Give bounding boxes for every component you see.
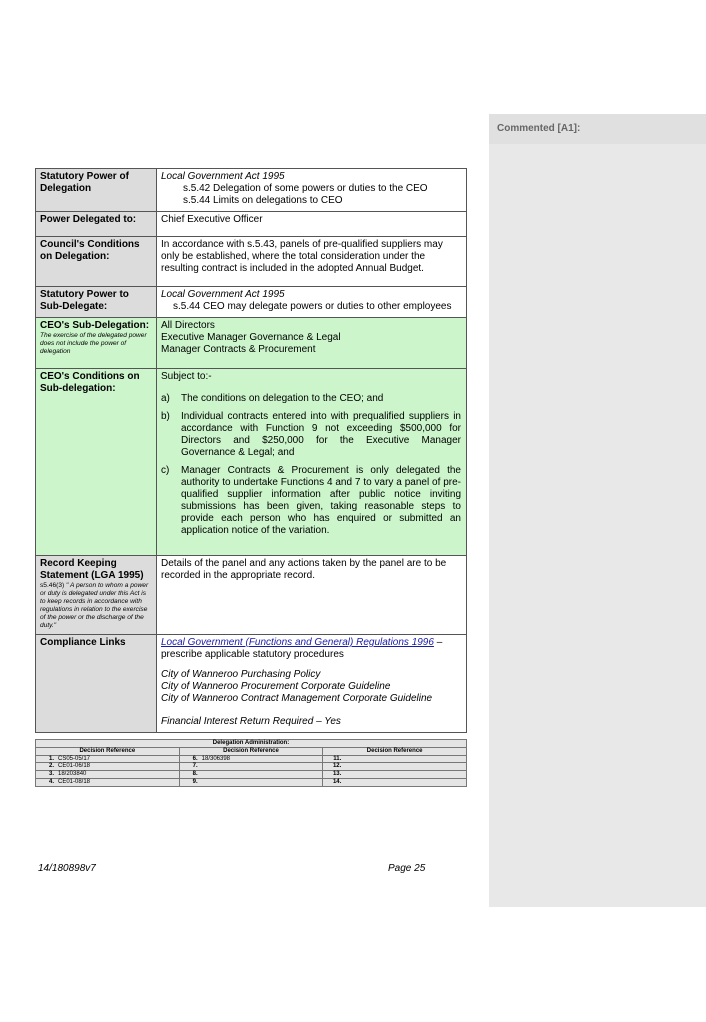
row-compliance [36,635,467,733]
label-ceo-conditions: CEO's Conditions on Sub-delegation: [36,369,157,556]
admin-num: 8. [192,771,198,778]
act-title: Local Government Act 1995 [161,289,285,300]
admin-num: 9. [192,778,198,785]
admin-row [36,755,467,763]
regulation-line [161,637,461,649]
note-ref: s5.46(3) [40,582,65,589]
comment-pane [489,114,706,907]
admin-cell [36,763,180,771]
condition-letter: a) [161,393,170,404]
condition-item [161,411,461,459]
label-compliance: Compliance Links [36,635,157,733]
admin-num: 1. [48,755,54,762]
admin-ref: CS05-05/17 [58,755,91,762]
policy-item: City of Wanneroo Purchasing Policy [161,669,321,680]
label-text: CEO's Sub-Delegation: [40,320,150,331]
row-ceo-sub-delegation [36,318,467,369]
act-title: Local Government Act 1995 [161,171,285,182]
label-statutory-power: Statutory Power of Delegation [36,169,157,212]
label-ceo-sub-delegation [36,318,157,369]
label-council-conditions: Council's Conditions on Delegation: [36,237,157,287]
row-ceo-conditions [36,369,467,556]
label-text: Record Keeping Statement (LGA 1995) [40,558,144,581]
admin-cell [36,771,180,779]
admin-col-header: Decision Reference [36,747,180,755]
section-item: s.5.42 Delegation of some powers or duties to the CEO [183,183,428,194]
admin-cell [323,755,467,763]
admin-num: 14. [332,778,342,785]
regulation-desc: prescribe applicable statutory procedures [161,649,344,660]
admin-cell [36,778,180,786]
admin-ref: 18/203840 [58,771,87,778]
condition-text: Individual contracts entered into with prequalified suppliers in accordance with Function 9 not exceeding $500,000 for Directors and $250,000 for the Executive Manager Governance & Legal; and [181,411,461,458]
section-item: s.5.44 CEO may delegate powers or duties to other employees [173,301,452,312]
policy-item: City of Wanneroo Procurement Corporate Guideline [161,681,391,692]
admin-title: Delegation Administration: [36,740,467,748]
admin-col-header: Decision Reference [323,747,467,755]
condition-text: The conditions on delegation to the CEO; and [181,393,384,404]
admin-cell [323,763,467,771]
condition-item [161,393,461,405]
row-power-delegated [36,212,467,237]
row-council-conditions [36,237,467,287]
admin-ref: CE01-08/18 [58,778,91,785]
conditions-intro: Subject to:- [161,371,212,382]
value-council-conditions: In accordance with s.5.43, panels of pre-qualified suppliers may only be established, where the total consideration under the resulting contract is included in the adopted Annual Budget. [157,237,467,287]
comment-pane-header[interactable]: Commented [A1]: [489,114,706,144]
admin-ref: CE01-06/18 [58,763,91,770]
delegation-table [35,168,467,733]
label-record-keeping [36,556,157,635]
policy-item: City of Wanneroo Contract Management Corporate Guideline [161,693,433,704]
admin-ref: 18/306398 [201,755,231,762]
delegate-item: All Directors [161,320,215,331]
value-record-keeping: Details of the panel and any actions taken by the panel are to be recorded in the appropriate record. [157,556,467,635]
regulations-link[interactable]: Local Government (Functions and General) Regulations 1996 [161,637,434,648]
delegate-item: Executive Manager Governance & Legal [161,332,341,343]
admin-num: 11. [333,755,342,762]
value-compliance [157,635,467,733]
value-statutory-power [157,169,467,212]
label-note [40,582,151,630]
admin-cell [179,755,323,763]
label-power-delegated: Power Delegated to: [36,212,157,237]
value-ceo-conditions [157,369,467,556]
admin-num: 6. [192,755,198,762]
value-power-delegated: Chief Executive Officer [157,212,467,237]
row-statutory-power [36,169,467,212]
admin-title-row [36,740,467,748]
admin-col-header: Decision Reference [179,747,323,755]
row-record-keeping [36,556,467,635]
label-sub-delegate: Statutory Power to Sub-Delegate: [36,287,157,318]
condition-letter: b) [161,411,170,422]
admin-num: 7. [192,763,198,770]
admin-num: 3. [48,771,54,778]
admin-row [36,771,467,779]
label-note: The exercise of the delegated power does not include the power of delegation [40,332,147,355]
admin-cell [323,778,467,786]
note-quote: " A person to whom a power or duty is delegated under this Act is to keep records in accordance with regulations in relation to the exercise of the power or the discharge of the duty." [40,582,149,629]
value-ceo-sub-delegation [157,318,467,369]
admin-header-row [36,747,467,755]
condition-letter: c) [161,465,170,476]
admin-num: 13. [332,771,342,778]
admin-cell [36,755,180,763]
admin-cell [323,771,467,779]
section-item: s.5.44 Limits on delegations to CEO [183,195,343,206]
admin-cell [179,778,323,786]
admin-cell [179,763,323,771]
financial-interest: Financial Interest Return Required – Yes [161,716,341,727]
footer-page-number: Page 25 [388,863,426,874]
row-sub-delegate [36,287,467,318]
delegate-item: Manager Contracts & Procurement [161,344,316,355]
value-sub-delegate [157,287,467,318]
admin-cell [179,771,323,779]
admin-num: 12. [332,763,342,770]
condition-text: Manager Contracts & Procurement is only delegated the authority to undertake Functions 4 and 7 to vary a panel of pre-qualified supplier information after public notice inviting submissions has been given, taking reasonable steps to provide each person who has enquired or submitted an application notice of the variation. [181,465,461,536]
condition-item [161,465,461,537]
admin-row [36,763,467,771]
admin-num: 4. [48,778,54,785]
admin-num: 2. [48,763,54,770]
footer-doc-ref: 14/180898v7 [38,863,96,874]
link-suffix: – [433,637,443,648]
delegation-admin-table [35,739,467,787]
admin-row [36,778,467,786]
